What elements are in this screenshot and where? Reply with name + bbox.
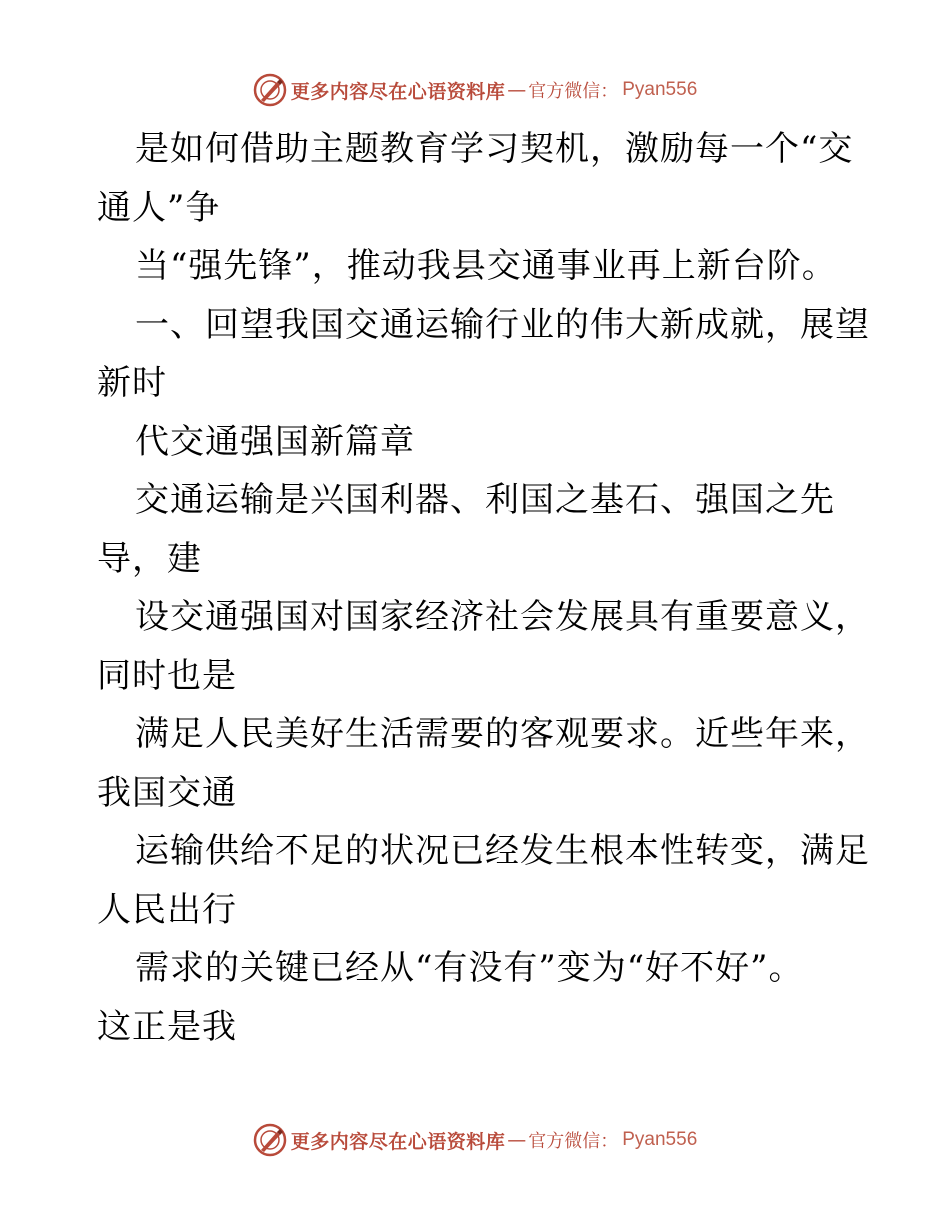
footer-watermark-banner <box>0 1120 950 1160</box>
text-line: 交通运输是兴国利器、利国之基石、强国之先 <box>135 480 835 520</box>
banner-separator: — <box>507 79 527 101</box>
text-line: 满足人民美好生活需要的客观要求。近些年来， <box>135 714 870 754</box>
text-line: 新时 <box>97 363 167 403</box>
text-line: 同时也是 <box>97 655 237 696</box>
banner-wechat-label: 官方微信： <box>528 1131 619 1152</box>
header-watermark-banner <box>0 70 950 110</box>
text-line: 需求的关键已经从“有没有”变为“好不好”。 <box>135 948 804 988</box>
text-line: 设交通强国对国家经济社会发展具有重要意义， <box>135 597 870 637</box>
banner-wechat-id: Pyan556 <box>622 79 698 100</box>
text-line: 是如何借助主题教育学习契机，激励每一个“交 <box>135 129 854 169</box>
text-line: 人民出行 <box>97 889 237 930</box>
banner-site-text: 更多内容尽在心语资料库 <box>290 1130 506 1153</box>
text-line: 通人”争 <box>97 187 221 228</box>
text-line: 这正是我 <box>97 1006 237 1047</box>
banner-wechat-label: 官方微信： <box>528 81 619 102</box>
text-line: 运输供给不足的状况已经发生根本性转变，满足 <box>135 831 870 871</box>
pen-logo-icon <box>253 1123 287 1157</box>
banner-site-text: 更多内容尽在心语资料库 <box>290 80 506 103</box>
pen-logo-icon <box>253 73 287 107</box>
text-line: 我国交通 <box>97 772 237 813</box>
banner-separator: — <box>507 1129 527 1151</box>
text-line: 一、回望我国交通运输行业的伟大新成就，展望 <box>135 304 870 345</box>
text-line: 代交通强国新篇章 <box>135 421 415 462</box>
text-line: 导，建 <box>97 538 202 579</box>
banner-wechat-id: Pyan556 <box>622 1129 698 1150</box>
text-line: 当“强先锋”，推动我县交通事业再上新台阶。 <box>135 246 837 286</box>
